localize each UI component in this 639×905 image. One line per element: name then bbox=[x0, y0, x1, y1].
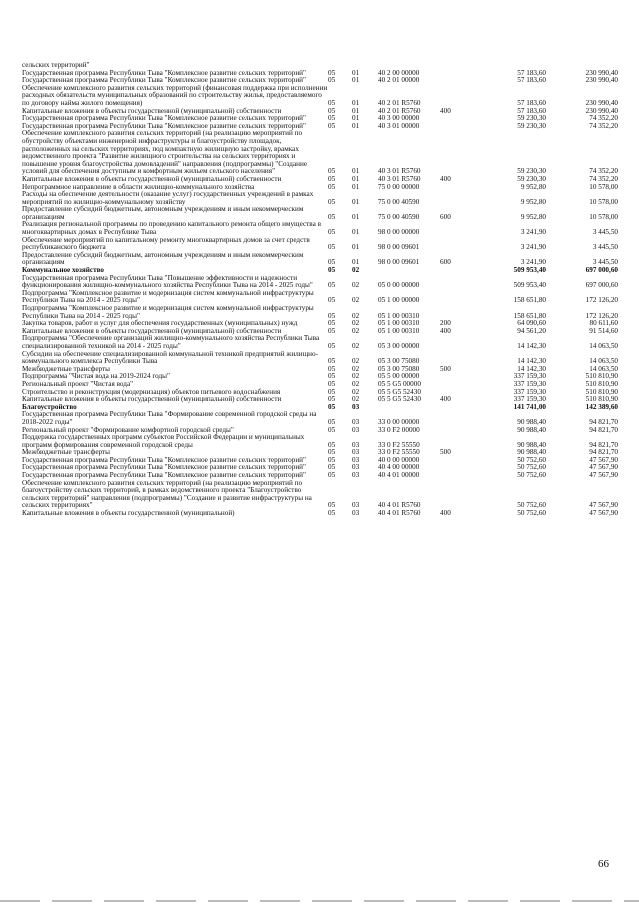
row-name: Субсидии на обеспечение специализированной коммунальной техникой предприятий жилищно-коммунального комплекса Республики Тыва bbox=[22, 349, 318, 366]
row-section: 05 bbox=[328, 372, 336, 381]
row-subsection: 01 bbox=[352, 174, 360, 183]
row-expense-type bbox=[440, 381, 474, 389]
row-amount-2: 510 810,90 bbox=[585, 387, 618, 396]
row-name: Государственная программа Республики Тыва "Комплексное развитие сельских территорий" bbox=[22, 76, 306, 85]
row-name: Государственная программа Республики Тыва "Комплексное развитие сельских территорий" bbox=[22, 455, 306, 464]
row-expense-type bbox=[440, 472, 474, 480]
row-expense-type bbox=[440, 115, 474, 123]
row-expense-type bbox=[440, 184, 474, 192]
row-target-article: 40 3 01 R5760 bbox=[378, 174, 421, 183]
row-name: Капитальные вложения в объекты государственной (муниципальной) bbox=[22, 509, 235, 518]
row-amount-2: 47 567,90 bbox=[589, 501, 618, 510]
row-amount-2: 230 990,40 bbox=[585, 98, 618, 107]
row-target-article: 40 3 01 R5760 bbox=[378, 167, 421, 176]
row-amount-1: 141 741,00 bbox=[513, 402, 546, 411]
row-amount-2: 230 990,40 bbox=[585, 68, 618, 77]
row-name: Благоустройство bbox=[22, 402, 77, 411]
row-subsection: 02 bbox=[352, 281, 360, 290]
row-name: Подпрограмма "Обеспечение организаций жилищно-коммунального хозяйства Республики Тыва специализированной техникой на 2014 - 2025 годы" bbox=[22, 334, 320, 350]
table-row bbox=[22, 275, 618, 290]
row-subsection: 01 bbox=[352, 167, 360, 176]
row-section: 05 bbox=[328, 440, 336, 449]
row-amount-1: 59 230,30 bbox=[517, 174, 546, 183]
table-row bbox=[22, 191, 618, 206]
row-subsection: 02 bbox=[352, 311, 360, 320]
row-target-article: 40 4 01 00000 bbox=[378, 471, 420, 480]
row-amount-1: 509 953,40 bbox=[513, 266, 546, 275]
row-section: 05 bbox=[328, 114, 336, 123]
row-target-article: 05 5 G5 52430 bbox=[378, 395, 421, 404]
row-subsection: 01 bbox=[352, 68, 360, 77]
row-subsection: 02 bbox=[352, 341, 360, 350]
row-amount-1: 158 651,80 bbox=[513, 296, 546, 305]
row-section: 05 bbox=[328, 387, 336, 396]
row-name: Капитальные вложения в объекты государственной (муниципальной) собственности bbox=[22, 395, 282, 404]
row-name: Межбюджетные трансферты bbox=[22, 364, 110, 373]
row-target-article: 05 1 00 00000 bbox=[378, 296, 420, 305]
row-target-article: 40 4 01 R5760 bbox=[378, 509, 421, 518]
row-target-article: 33 0 F2 55550 bbox=[378, 440, 420, 449]
row-amount-1: 50 752,60 bbox=[517, 471, 546, 480]
row-section: 05 bbox=[328, 182, 336, 191]
row-name: Государственная программа Республики Тыва "Комплексное развитие сельских территорий" bbox=[22, 121, 306, 130]
row-name: Государственная программа Республики Тыва "Комплексное развитие сельских территорий" bbox=[22, 68, 306, 77]
row-amount-2: 230 990,40 bbox=[585, 76, 618, 85]
row-amount-1: 14 142,30 bbox=[517, 364, 546, 373]
row-expense-type bbox=[440, 77, 474, 85]
row-expense-type bbox=[440, 237, 474, 252]
row-amount-2: 94 821,70 bbox=[589, 425, 618, 434]
row-name: Капитальные вложения в объекты государственной (муниципальной) собственности bbox=[22, 106, 282, 115]
row-expense-type bbox=[440, 267, 474, 275]
row-amount-1: 90 988,40 bbox=[517, 448, 546, 457]
table-row bbox=[22, 130, 618, 176]
row-section: 05 bbox=[328, 402, 336, 411]
row-target-article: 40 3 01 00000 bbox=[378, 121, 420, 130]
row-subsection: 01 bbox=[352, 114, 360, 123]
row-subsection: 01 bbox=[352, 212, 360, 221]
row-amount-1: 59 230,30 bbox=[517, 114, 546, 123]
row-amount-1: 509 953,40 bbox=[513, 281, 546, 290]
row-amount-2: 80 611,60 bbox=[589, 319, 618, 328]
row-target-article: 05 3 00 00000 bbox=[378, 341, 420, 350]
row-section: 05 bbox=[328, 448, 336, 457]
row-amount-1: 9 952,80 bbox=[520, 197, 546, 206]
row-subsection: 01 bbox=[352, 121, 360, 130]
row-amount-2: 94 821,70 bbox=[589, 417, 618, 426]
row-amount-1: 57 183,60 bbox=[517, 76, 546, 85]
row-target-article: 05 3 00 75080 bbox=[378, 357, 420, 366]
table-row bbox=[22, 252, 618, 267]
row-section: 05 bbox=[328, 197, 336, 206]
row-amount-2: 142 389,60 bbox=[585, 402, 618, 411]
row-amount-2: 74 352,20 bbox=[589, 114, 618, 123]
row-amount-2: 510 810,90 bbox=[585, 372, 618, 381]
row-section: 05 bbox=[328, 326, 336, 335]
row-section: 05 bbox=[328, 509, 336, 518]
row-subsection: 03 bbox=[352, 448, 360, 457]
row-expense-type bbox=[440, 130, 474, 176]
row-section: 05 bbox=[328, 76, 336, 85]
row-amount-1: 9 952,80 bbox=[520, 212, 546, 221]
row-target-article: 05 5 G5 00000 bbox=[378, 379, 421, 388]
row-section: 05 bbox=[328, 501, 336, 510]
row-subsection: 03 bbox=[352, 509, 360, 518]
row-amount-1: 59 230,30 bbox=[517, 167, 546, 176]
row-target-article: 75 0 00 00000 bbox=[378, 182, 420, 191]
row-subsection: 02 bbox=[352, 395, 360, 404]
row-subsection: 01 bbox=[352, 106, 360, 115]
row-amount-1: 14 142,30 bbox=[517, 341, 546, 350]
row-target-article: 05 0 00 00000 bbox=[378, 281, 420, 290]
row-subsection: 02 bbox=[352, 326, 360, 335]
row-amount-2: 14 063,50 bbox=[589, 357, 618, 366]
row-expense-type: 500 bbox=[440, 364, 451, 373]
row-target-article bbox=[378, 267, 440, 275]
row-subsection: 03 bbox=[352, 471, 360, 480]
row-target-article: 05 1 00 00310 bbox=[378, 311, 420, 320]
row-amount-2: 230 990,40 bbox=[585, 106, 618, 115]
row-target-article: 40 2 01 R5760 bbox=[378, 106, 421, 115]
row-section: 05 bbox=[328, 167, 336, 176]
row-section: 05 bbox=[328, 281, 336, 290]
row-target-article: 40 2 01 00000 bbox=[378, 76, 420, 85]
table-row bbox=[22, 221, 618, 236]
row-section: 05 bbox=[328, 417, 336, 426]
row-name: сельских территорий" bbox=[22, 61, 90, 69]
row-amount-2: 74 352,20 bbox=[589, 121, 618, 130]
table-row bbox=[22, 351, 618, 366]
row-expense-type: 400 bbox=[440, 326, 451, 335]
row-section: 05 bbox=[328, 243, 336, 252]
row-name: Предоставление субсидий бюджетным, автономным учреждениям и иным некоммерческим организациям bbox=[22, 250, 304, 267]
row-expense-type bbox=[440, 427, 474, 435]
row-amount-1: 90 988,40 bbox=[517, 425, 546, 434]
table-row bbox=[22, 434, 618, 449]
row-target-article: 05 5 00 00000 bbox=[378, 372, 420, 381]
row-name: Государственная программа Республики Тыва "Комплексное развитие сельских территорий" bbox=[22, 471, 306, 480]
row-name: Межбюджетные трансферты bbox=[22, 448, 110, 457]
page-number: 66 bbox=[598, 858, 609, 870]
row-amount-2: 74 352,20 bbox=[589, 167, 618, 176]
row-amount-2: 94 821,70 bbox=[589, 440, 618, 449]
row-amount-1: 59 230,30 bbox=[517, 121, 546, 130]
row-amount-2: 510 810,90 bbox=[585, 395, 618, 404]
row-amount-2: 3 445,50 bbox=[592, 228, 618, 237]
row-subsection: 01 bbox=[352, 197, 360, 206]
row-expense-type: 600 bbox=[440, 258, 451, 267]
row-amount-1: 14 142,30 bbox=[517, 357, 546, 366]
row-expense-type bbox=[440, 480, 474, 510]
row-expense-type bbox=[440, 464, 474, 472]
row-amount-1: 337 159,30 bbox=[513, 379, 546, 388]
row-subsection: 01 bbox=[352, 76, 360, 85]
table-row bbox=[22, 411, 618, 426]
row-expense-type: 600 bbox=[440, 212, 451, 221]
row-subsection: 02 bbox=[352, 319, 360, 328]
row-subsection: 03 bbox=[352, 402, 360, 411]
row-section: 05 bbox=[328, 258, 336, 267]
row-amount-2: 10 578,00 bbox=[589, 197, 618, 206]
row-subsection: 02 bbox=[352, 364, 360, 373]
row-target-article: 40 2 01 R5760 bbox=[378, 98, 421, 107]
row-subsection: 01 bbox=[352, 182, 360, 191]
row-target-article bbox=[378, 404, 440, 412]
row-name: Обеспечение комплексного развития сельских территорий (финансовая поддержка при исполнении расходных обязательств муниципальных образований по строительству жилья, предоставляемого по договору найма жилого помещения) bbox=[22, 83, 328, 107]
row-expense-type bbox=[440, 85, 474, 108]
row-subsection: 01 bbox=[352, 258, 360, 267]
row-expense-type bbox=[440, 305, 474, 320]
row-name: Государственная программа Республики Тыва "Повышение эффективности и надежности функционирования жилищно-коммунального хозяйства Республики Тыва на 2014 - 2025 годы" bbox=[22, 273, 313, 290]
row-name: Государственная программа Республики Тыва "Комплексное развитие сельских территорий" bbox=[22, 114, 306, 123]
row-amount-1: 64 090,60 bbox=[517, 319, 546, 328]
row-name: Государственная программа Республики Тыва "Формирование современной городской среды на 2018-2022 годы" bbox=[22, 410, 317, 426]
row-subsection: 02 bbox=[352, 266, 360, 275]
row-name: Предоставление субсидий бюджетным, автономным учреждениям и иным некоммерческим организациям bbox=[22, 205, 304, 221]
table-row bbox=[22, 335, 618, 350]
row-amount-2: 3 445,50 bbox=[592, 243, 618, 252]
row-expense-type bbox=[440, 404, 474, 412]
row-expense-type bbox=[440, 411, 474, 426]
row-name: Строительство и реконструкция (модернизация) объектов питьевого водоснабжения bbox=[22, 387, 281, 396]
row-section: 05 bbox=[328, 296, 336, 305]
row-amount-2: 47 567,90 bbox=[589, 455, 618, 464]
row-section: 05 bbox=[328, 228, 336, 237]
row-expense-type bbox=[440, 457, 474, 465]
row-section: 05 bbox=[328, 212, 336, 221]
row-name: Государственная программа Республики Тыва "Комплексное развитие сельских территорий" bbox=[22, 463, 306, 472]
row-subsection: 02 bbox=[352, 387, 360, 396]
row-amount-2: 14 063,50 bbox=[589, 341, 618, 350]
row-target-article: 98 0 00 09601 bbox=[378, 258, 420, 267]
row-amount-1: 50 752,60 bbox=[517, 455, 546, 464]
row-subsection: 01 bbox=[352, 228, 360, 237]
row-subsection: 03 bbox=[352, 501, 360, 510]
row-name: Региональный проект "Формирование комфортной городской среды" bbox=[22, 425, 234, 434]
row-target-article: 33 0 F2 00000 bbox=[378, 425, 420, 434]
row-target-article: 40 4 00 00000 bbox=[378, 463, 420, 472]
row-subsection: 01 bbox=[352, 243, 360, 252]
row-subsection: 03 bbox=[352, 463, 360, 472]
row-section: 05 bbox=[328, 425, 336, 434]
table-row bbox=[22, 206, 618, 221]
row-section: 05 bbox=[328, 463, 336, 472]
row-amount-2: 697 000,60 bbox=[585, 266, 618, 275]
row-name: Непрограммное направление в области жилищно-коммунального хозяйства bbox=[22, 182, 255, 191]
row-expense-type bbox=[440, 335, 474, 350]
row-amount-1: 90 988,40 bbox=[517, 440, 546, 449]
row-section: 05 bbox=[328, 174, 336, 183]
row-name: Коммунальное хозяйство bbox=[22, 266, 105, 275]
row-target-article: 75 0 00 40590 bbox=[378, 212, 420, 221]
table-row bbox=[22, 290, 618, 305]
row-name: Реализация региональной программы по проведению капитального ремонта общего имущества в многоквартирных домах в Республике Тыва bbox=[22, 220, 321, 237]
row-subsection: 02 bbox=[352, 379, 360, 388]
row-amount-1: 3 241,90 bbox=[520, 228, 546, 237]
row-expense-type bbox=[440, 434, 474, 449]
budget-table-body bbox=[22, 62, 618, 518]
row-name: Капитальные вложения в объекты государственной (муниципальной) собственности bbox=[22, 174, 282, 183]
row-amount-2: 172 126,20 bbox=[585, 311, 618, 320]
row-amount-2: 510 810,90 bbox=[585, 379, 618, 388]
row-section: 05 bbox=[328, 68, 336, 77]
row-expense-type: 500 bbox=[440, 448, 451, 457]
row-expense-type: 400 bbox=[440, 106, 451, 115]
row-subsection: 03 bbox=[352, 455, 360, 464]
table-row bbox=[22, 480, 618, 510]
row-amount-1: 337 159,30 bbox=[513, 395, 546, 404]
row-target-article: 98 0 00 09601 bbox=[378, 243, 420, 252]
row-name: Подпрограмма "Комплексное развитие и модернизация систем коммунальной инфраструктуры Республики Тыва на 2014 - 2025 годы" bbox=[22, 288, 314, 305]
row-amount-1: 50 752,60 bbox=[517, 501, 546, 510]
row-name: Поддержка государственных программ субъектов Российской Федерации и муниципальных программ формирования современной городской среды bbox=[22, 433, 305, 449]
row-section: 05 bbox=[328, 364, 336, 373]
row-name: Капитальные вложения в объекты государственной (муниципальной) собственности bbox=[22, 326, 282, 335]
row-target-article: 33 0 F2 55550 bbox=[378, 448, 420, 457]
scan-edge-line bbox=[0, 900, 639, 902]
row-target-article: 05 1 00 00310 bbox=[378, 326, 420, 335]
row-amount-1: 337 159,30 bbox=[513, 372, 546, 381]
row-target-article: 05 3 00 75080 bbox=[378, 364, 420, 373]
row-amount-2: 74 352,20 bbox=[589, 174, 618, 183]
table-row bbox=[22, 305, 618, 320]
row-subsection: 03 bbox=[352, 425, 360, 434]
row-amount-2: 14 063,50 bbox=[589, 364, 618, 373]
row-subsection: 02 bbox=[352, 296, 360, 305]
row-amount-1: 9 952,80 bbox=[520, 182, 546, 191]
row-amount-2: 94 821,70 bbox=[589, 448, 618, 457]
row-expense-type bbox=[440, 351, 474, 366]
row-section: 05 bbox=[328, 319, 336, 328]
row-amount-1: 3 241,90 bbox=[520, 243, 546, 252]
row-amount-2: 91 514,60 bbox=[589, 326, 618, 335]
budget-table bbox=[22, 62, 618, 518]
table-row bbox=[22, 85, 618, 108]
row-name: Региональный проект "Чистая вода" bbox=[22, 379, 134, 388]
row-target-article: 75 0 00 40590 bbox=[378, 197, 420, 206]
row-amount-1: 94 561,20 bbox=[517, 326, 546, 335]
row-expense-type bbox=[440, 275, 474, 290]
row-section: 05 bbox=[328, 395, 336, 404]
row-name: Подпрограмма "Чистая вода на 2019-2024 годы" bbox=[22, 372, 170, 381]
row-amount-2: 10 578,00 bbox=[589, 182, 618, 191]
row-expense-type bbox=[440, 290, 474, 305]
row-subsection: 03 bbox=[352, 417, 360, 426]
row-target-article: 40 2 00 00000 bbox=[378, 68, 420, 77]
row-amount-2: 47 567,90 bbox=[589, 509, 618, 518]
row-target-article: 05 5 G5 52430 bbox=[378, 387, 421, 396]
row-name: Подпрограмма "Комплексное развитие и модернизация систем коммунальной инфраструктуры Республики Тыва на 2014 - 2025 годы" bbox=[22, 304, 314, 320]
row-section: 05 bbox=[328, 106, 336, 115]
row-subsection: 02 bbox=[352, 357, 360, 366]
row-section: 05 bbox=[328, 379, 336, 388]
row-section: 05 bbox=[328, 455, 336, 464]
row-target-article: 33 0 00 00000 bbox=[378, 417, 420, 426]
table-row bbox=[22, 510, 618, 518]
row-amount-1: 57 183,60 bbox=[517, 106, 546, 115]
row-expense-type bbox=[440, 70, 474, 78]
row-section: 05 bbox=[328, 311, 336, 320]
row-section: 05 bbox=[328, 121, 336, 130]
row-expense-type bbox=[440, 221, 474, 236]
row-target-article: 98 0 00 00000 bbox=[378, 228, 420, 237]
row-amount-2: 10 578,00 bbox=[589, 212, 618, 221]
row-amount-1: 90 988,40 bbox=[517, 417, 546, 426]
row-expense-type bbox=[440, 191, 474, 206]
row-section: 05 bbox=[328, 98, 336, 107]
row-expense-type: 400 bbox=[440, 395, 451, 404]
row-name: Обеспечение комплексного развития сельских территорий (на реализацию мероприятий по обустройству объектами инженерной инфраструктуры и благоустройству площадок, расположенных на сельских территориях, под компактную жилищную застройку, врамках ведомственного проекта "Развитие жилищного строительства на сельских территориях и повышение уровня благоустройства домовладений" направления (подпрограммы) "Создание условий для обеспечения доступным и комфортным жильем сельского населения" bbox=[22, 129, 308, 176]
row-section: 05 bbox=[328, 357, 336, 366]
row-target-article: 05 1 00 00310 bbox=[378, 319, 420, 328]
row-amount-1: 337 159,30 bbox=[513, 387, 546, 396]
row-expense-type bbox=[440, 123, 474, 131]
row-expense-type bbox=[440, 62, 474, 70]
row-section: 05 bbox=[328, 471, 336, 480]
row-section: 05 bbox=[328, 341, 336, 350]
row-amount-2: 47 567,90 bbox=[589, 471, 618, 480]
row-section: 05 bbox=[328, 266, 336, 275]
row-amount-1: 57 183,60 bbox=[517, 68, 546, 77]
row-amount-1: 158 651,80 bbox=[513, 311, 546, 320]
row-amount-2: 172 126,20 bbox=[585, 296, 618, 305]
row-subsection: 01 bbox=[352, 98, 360, 107]
row-amount-1: 50 752,60 bbox=[517, 509, 546, 518]
row-target-article: 40 0 00 00000 bbox=[378, 455, 420, 464]
row-expense-type: 400 bbox=[440, 174, 451, 183]
row-name: Расходы на обеспечение деятельности (оказание услуг) государственных учреждений в рамках мероприятий по жилищно-коммунальному хозяйству bbox=[22, 190, 314, 206]
row-amount-1: 50 752,60 bbox=[517, 463, 546, 472]
table-row bbox=[22, 237, 618, 252]
row-target-article: 40 4 01 R5760 bbox=[378, 501, 421, 510]
row-expense-type bbox=[440, 373, 474, 381]
row-amount-1: 3 241,90 bbox=[520, 258, 546, 267]
row-name: Обеспечение комплексного развития сельских территорий (на реализацию мероприятий по благоустройству сельских территорий, в рамках ведомственного проекта "Благоустройство сельских территорий" направления (подпрограммы) "Создание и развитие инфраструктуры на сельских территориях" bbox=[22, 478, 312, 510]
row-target-article: 40 3 00 00000 bbox=[378, 114, 420, 123]
row-name: Обеспечение мероприятий по капитальному ремонту многоквартирных домов за счет средств республиканского бюджета bbox=[22, 235, 310, 252]
row-subsection: 03 bbox=[352, 440, 360, 449]
row-amount-2: 697 000,60 bbox=[585, 281, 618, 290]
row-subsection: 02 bbox=[352, 372, 360, 381]
row-amount-1: 57 183,60 bbox=[517, 98, 546, 107]
row-expense-type: 400 bbox=[440, 509, 451, 518]
row-amount-2: 3 445,50 bbox=[592, 258, 618, 267]
row-name: Закупка товаров, работ и услуг для обеспечения государственных (муниципальных) нужд bbox=[22, 319, 298, 328]
row-expense-type: 200 bbox=[440, 319, 451, 328]
row-amount-2: 47 567,90 bbox=[589, 463, 618, 472]
